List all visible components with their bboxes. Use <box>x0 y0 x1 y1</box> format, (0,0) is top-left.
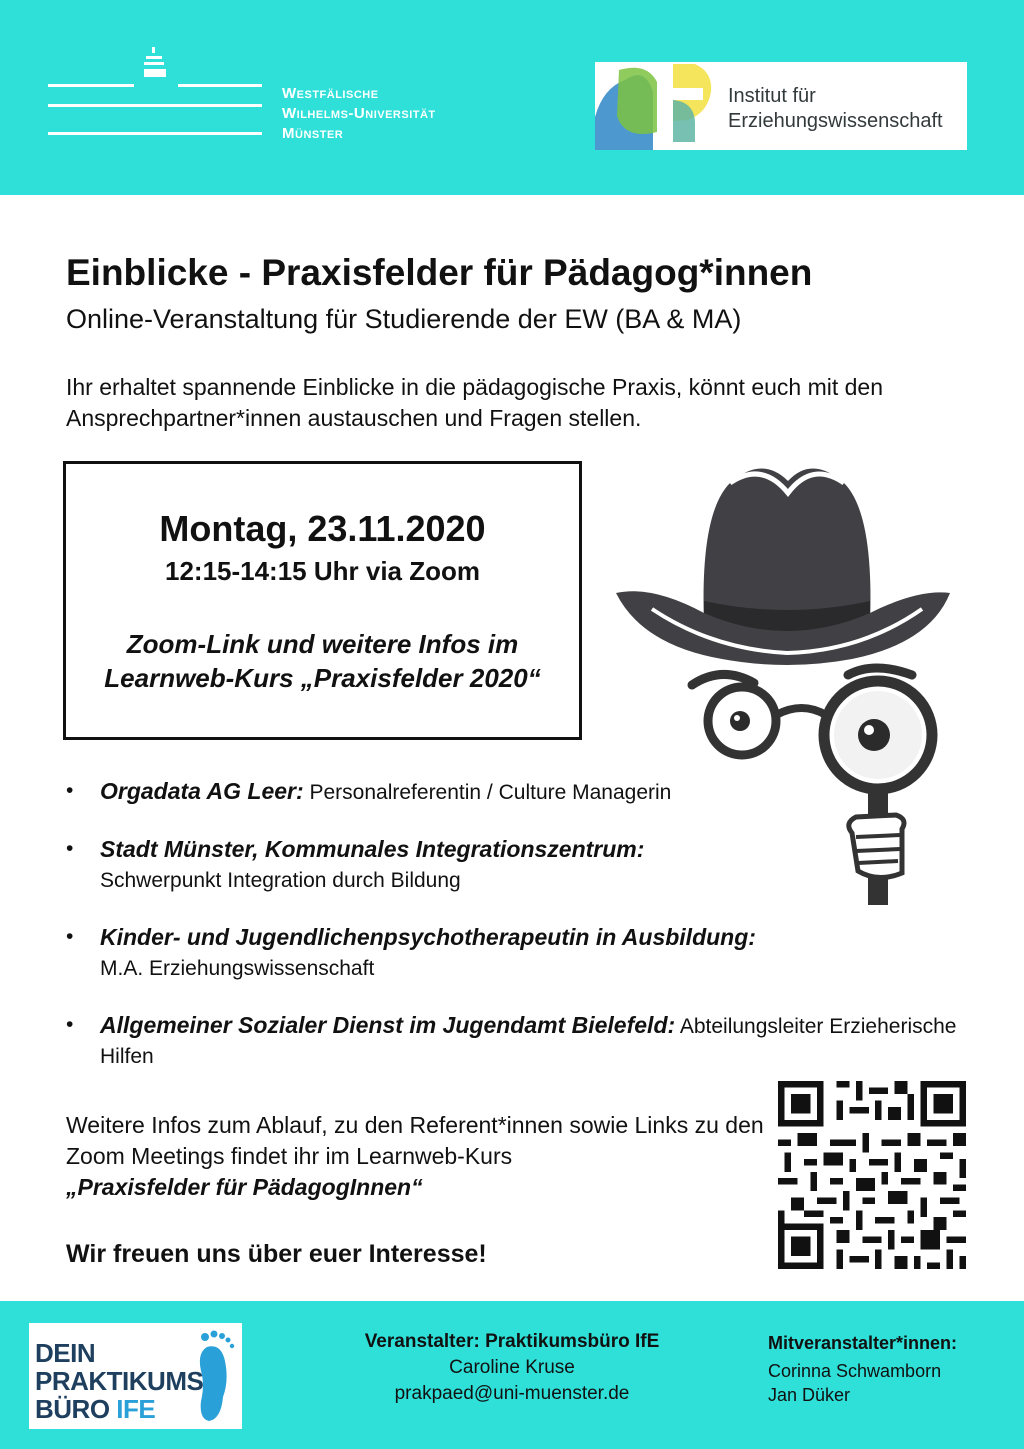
intro-text: Ihr erhaltet spannende Einblicke in die pädagogische Praxis, könnt euch mit den Ansprechpartner*innen austauschen und Fragen stellen. <box>66 374 884 431</box>
closing-text: Wir freuen uns über euer Interesse! <box>66 1240 487 1268</box>
praktikumsbuero-logo: DEIN PRAKTIKUMS BÜRO IFE <box>29 1323 242 1429</box>
list-item: • Allgemeiner Sozialer Dienst im Jugendamt Bielefeld: Abteilungsleiter Erzieherische Hilfen <box>66 1010 966 1072</box>
zoom-link-info: Zoom-Link und weitere Infos im Learnweb-Kurs „Praxisfelder 2020“ <box>104 629 541 693</box>
footprint-icon <box>195 1327 239 1425</box>
page-subtitle: Online-Veranstaltung für Studierende der EW (BA & MA) <box>66 304 742 334</box>
list-item: • Orgadata AG Leer: Personalreferentin / Culture Managerin <box>66 776 966 808</box>
more-info-text: Weitere Infos zum Ablauf, zu den Referent*innen sowie Links zu den Zoom Meetings findet ihr im Learnweb-Kurs „Praxisfelder für PädagogInnen“ <box>66 1112 764 1200</box>
institute-name: Institut für Erziehungswissenschaft <box>728 85 943 132</box>
list-item: • Stadt Münster, Kommunales Integrationszentrum: Schwerpunkt Integration durch Bildung <box>66 834 966 896</box>
organizer-info: Veranstalter: Praktikumsbüro IfE Caroline Kruse prakpaed@uni-muenster.de <box>320 1329 704 1407</box>
speaker-list <box>66 776 966 1098</box>
header-band <box>0 0 1024 195</box>
qr-code-icon[interactable] <box>778 1081 966 1269</box>
page-title: Einblicke - Praxisfelder für Pädagog*innen <box>66 252 813 293</box>
event-time: 12:15-14:15 Uhr via Zoom <box>164 556 480 586</box>
event-box <box>63 461 582 740</box>
institute-emblem-icon <box>595 62 725 150</box>
footer-band <box>0 1301 1024 1449</box>
event-date: Montag, 23.11.2020 <box>159 508 486 549</box>
institute-logo <box>595 62 967 150</box>
list-item: • Kinder- und Jugendlichenpsychotherapeutin in Ausbildung: M.A. Erziehungswissenschaft <box>66 922 966 984</box>
university-name: Westfälische Wilhelms-Universität Münster <box>282 85 436 142</box>
organizer-email[interactable]: prakpaed@uni-muenster.de <box>394 1383 630 1404</box>
co-organizers: Mitveranstalter*innen: Corinna Schwamborn Jan Düker <box>768 1333 958 1405</box>
learnweb-course-name: „Praxisfelder für PädagogInnen“ <box>66 1174 423 1200</box>
wwu-logo <box>48 44 488 144</box>
